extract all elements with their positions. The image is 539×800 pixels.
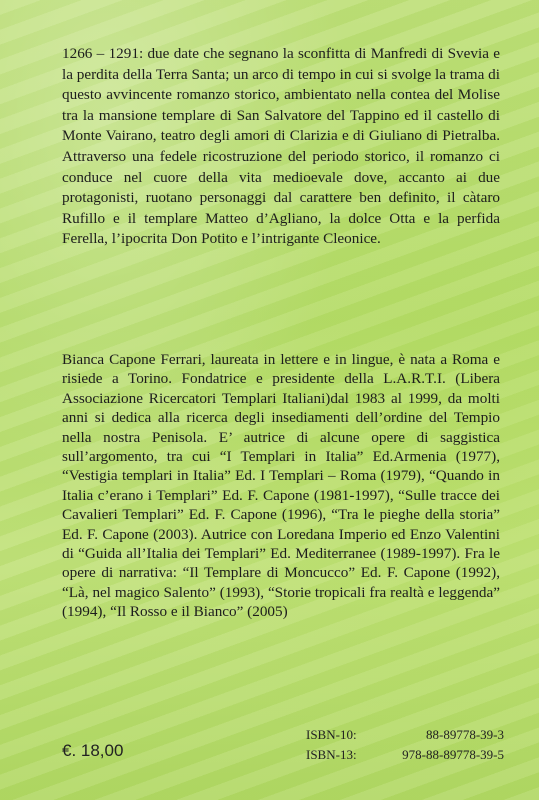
author-bio-paragraph: Bianca Capone Ferrari, laureata in lettere e in lingue, è nata a Roma e risiede a Torino. Fondatrice e presidente della L.A.R.T.I. (Libera Associazione Ricercatori Templari Italiani)dal 1983 al 1999, da molti anni si dedica alla ricerca degli insediamenti dell’ordine del Tempio nella nostra Penisola. E’ autrice di alcune opere di saggistica sull’argomento, tra cui “I Templari in Italia” Ed.Armenia (1977), “Vestigia templari in Italia” Ed. I Templari – Roma (1979), “Quando in Italia c’erano i Templari” Ed. F. Capone (1981-1997), “Sulle tracce dei Cavalieri Templari” Ed. F. Capone (1996), “Tra le pieghe della storia” Ed. F. Capone (2003). Autrice con Loredana Imperio ed Enzo Valentini di “Guida all’Italia dei Templari” Ed. Mediterranee (1989-1997). Fra le opere di narrativa: “Il Templare di Moncucco” Ed. F. Capone (1992), “Là, nel magico Salento” (1993), “Storie tropicali fra realtà e leggenda” (1994), “Il Rosso e il Bianco” (2005) (62, 351, 500, 621)
price-label: €. 18,00 (62, 741, 124, 760)
synopsis-paragraph: 1266 – 1291: due date che segnano la sconfitta di Manfredi di Svevia e la perdita della Terra Santa; un arco di tempo in cui si svolge la trama di questo avvincente romanzo storico, ambientato nella contea del Molise tra la mansione templare di San Salvatore del Tappino ed il castello di Monte Vairano, teatro degli amori di Clarizia e di Giuliano di Pietralba. Attraverso una fedele ricostruzione del periodo storico, il romanzo ci conduce nel cuore della vita medioevale dove, accanto ai due protagonisti, ruotano personaggi dal carattere ben definito, il càtaro Rufillo e il templare Matteo d’Agliano, la dolce Otta e la perfida Ferella, l’ipocrita Don Potito e l’intrigante Cleonice. (62, 45, 500, 248)
isbn-10-value: 88-89778-39-3 (426, 727, 504, 742)
isbn-13-label: ISBN-13: (306, 747, 357, 762)
isbn-13-line (306, 747, 504, 763)
isbn-13-value: 978-88-89778-39-5 (402, 747, 504, 762)
isbn-10-label: ISBN-10: (306, 727, 357, 742)
isbn-10-line (306, 727, 504, 743)
